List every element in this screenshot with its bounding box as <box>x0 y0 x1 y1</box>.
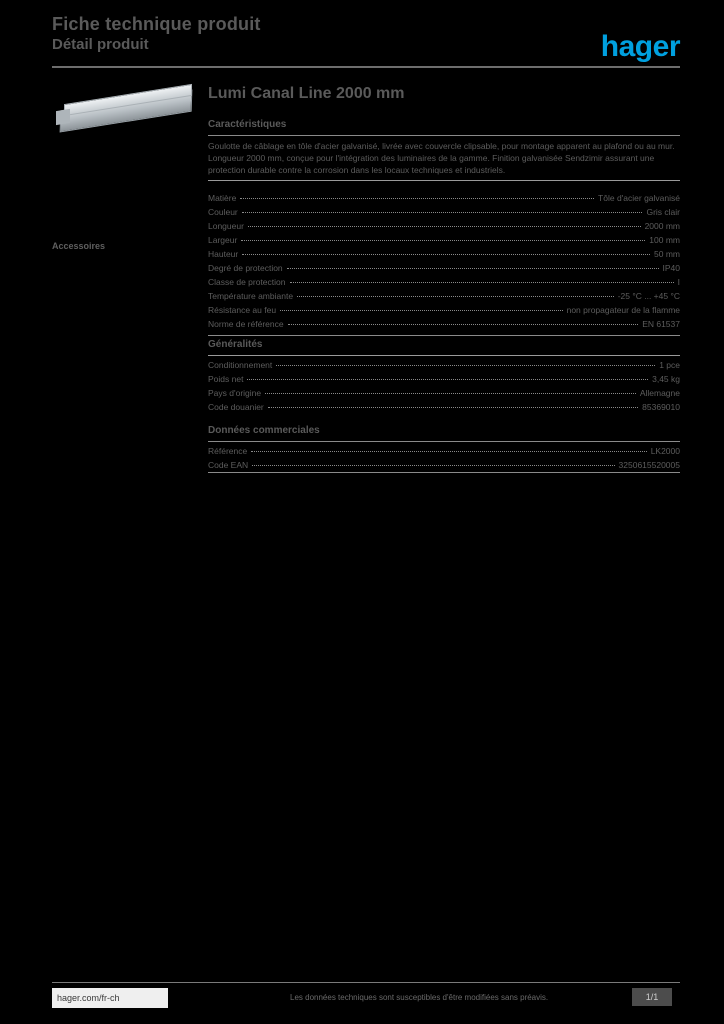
spec-row <box>208 289 680 303</box>
spec-value: EN 61537 <box>642 319 680 329</box>
spec-row <box>208 358 680 372</box>
spec-key: Conditionnement <box>208 360 273 370</box>
spec-key: Référence <box>208 446 248 456</box>
leader-dots <box>248 226 641 227</box>
spec-key: Classe de protection <box>208 277 286 287</box>
spec-key: Hauteur <box>208 249 239 259</box>
spec-key: Longueur <box>208 221 244 231</box>
leader-dots <box>251 451 646 452</box>
leader-dots <box>268 407 638 408</box>
page-number: 1/1 <box>632 988 672 1006</box>
product-description: Goulotte de câblage en tôle d'acier galvanisé, livrée avec couvercle clipsable, pour montage apparent au plafond ou au mur. Longueur 2000 mm, conçue pour l'intégration des luminaires de la gamme. Finition galvanisée Sendzimir assurant une protection durable contre la corrosion dans les locaux techniques et industriels. <box>208 141 675 175</box>
spec-value: 2000 mm <box>644 221 680 231</box>
spacer <box>208 414 680 422</box>
spec-row <box>208 372 680 386</box>
spec-value: 1 pce <box>659 360 680 370</box>
characteristics-table <box>208 191 680 331</box>
spec-row <box>208 205 680 219</box>
spec-key: Code douanier <box>208 402 264 412</box>
leader-dots <box>290 282 674 283</box>
product-image-endcap <box>56 109 70 125</box>
spec-key: Norme de référence <box>208 319 284 329</box>
spec-value: I <box>677 277 680 287</box>
leader-dots <box>240 198 594 199</box>
header-divider <box>52 66 680 68</box>
spec-value: 3,45 kg <box>652 374 680 384</box>
spec-value: Tôle d'acier galvanisé <box>598 193 680 203</box>
spec-row <box>208 191 680 205</box>
spec-key: Couleur <box>208 207 238 217</box>
spec-key: Largeur <box>208 235 238 245</box>
spec-value: 85369010 <box>642 402 680 412</box>
leader-dots <box>265 393 636 394</box>
leader-dots <box>241 240 645 241</box>
accessories-label: Accessoires <box>52 241 106 251</box>
footer-divider <box>52 982 680 983</box>
leader-dots <box>280 310 563 311</box>
spec-key: Code EAN <box>208 460 249 470</box>
product-image <box>52 84 200 140</box>
commercial-table <box>208 444 680 472</box>
spec-key: Degré de protection <box>208 263 283 273</box>
spec-value: LK2000 <box>650 446 680 456</box>
section-characteristics-title: Caractéristiques <box>208 119 287 130</box>
spec-value: non propagateur de la flamme <box>566 305 680 315</box>
spec-value: 3250615520005 <box>618 460 680 470</box>
spec-row <box>208 303 680 317</box>
footer-note: Les données techniques sont susceptibles d'être modifiées sans préavis. <box>290 993 549 1002</box>
commercial-divider <box>208 472 680 473</box>
leader-dots <box>288 324 639 325</box>
leader-dots <box>247 379 648 380</box>
spec-key: Température ambiante <box>208 291 294 301</box>
spec-row <box>208 219 680 233</box>
section-general-title: Généralités <box>208 339 263 350</box>
spec-row <box>208 400 680 414</box>
spec-value: -25 °C ... +45 °C <box>617 291 680 301</box>
spec-value: IP40 <box>662 263 680 273</box>
spec-row <box>208 275 680 289</box>
spec-row <box>208 247 680 261</box>
spec-key: Résistance au feu <box>208 305 277 315</box>
spec-row <box>208 458 680 472</box>
spacer <box>208 181 680 189</box>
page-subtitle: Détail produit <box>52 36 149 53</box>
spec-row <box>208 444 680 458</box>
spec-row <box>208 261 680 275</box>
spec-value: Gris clair <box>646 207 680 217</box>
spec-value: 50 mm <box>654 249 680 259</box>
hager-logo: hager <box>600 30 680 63</box>
spec-value: Allemagne <box>639 388 680 398</box>
spec-key: Poids net <box>208 374 244 384</box>
leader-dots <box>276 365 655 366</box>
leader-dots <box>287 268 659 269</box>
leader-dots <box>252 465 614 466</box>
document-header <box>52 14 680 66</box>
spec-row <box>208 317 680 331</box>
general-table <box>208 358 680 414</box>
spec-key: Matière <box>208 193 237 203</box>
leader-dots <box>242 254 650 255</box>
spec-row <box>208 233 680 247</box>
page-title: Fiche technique produit <box>52 14 261 34</box>
leader-dots <box>242 212 643 213</box>
product-name: Lumi Canal Line 2000 mm <box>208 85 405 102</box>
spec-row <box>208 386 680 400</box>
footer-website-link[interactable]: hager.com/fr-ch <box>52 988 168 1008</box>
spec-key: Pays d'origine <box>208 388 262 398</box>
general-divider <box>208 355 680 356</box>
product-content <box>208 84 680 473</box>
section-commercial-title: Données commerciales <box>208 425 320 436</box>
leader-dots <box>297 296 614 297</box>
spec-value: 100 mm <box>649 235 680 245</box>
section-divider <box>208 441 680 442</box>
